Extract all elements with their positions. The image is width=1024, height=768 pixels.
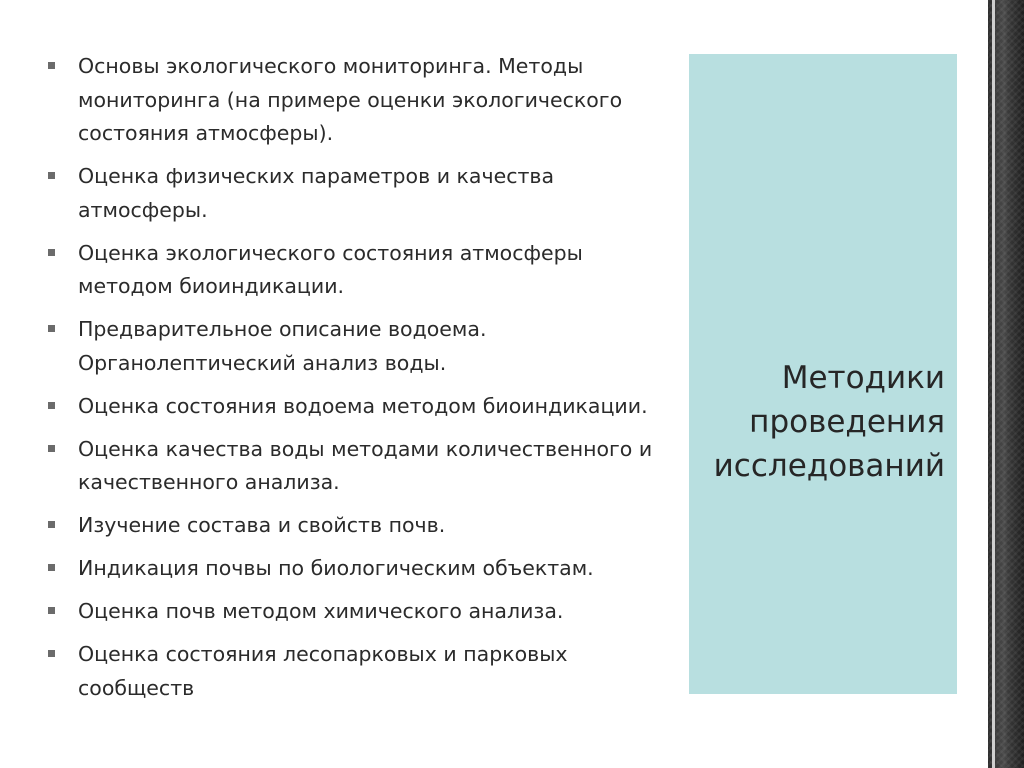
list-item-text: Индикация почвы по биологическим объектам. [78,556,594,580]
square-bullet-icon [48,402,55,409]
list-item [48,390,678,424]
list-item [48,237,678,304]
square-bullet-icon [48,445,55,452]
list-item-text: Основы экологического мониторинга. Методы мониторинга (на примере оценки экологического состояния атмосферы). [78,54,623,145]
list-item [48,313,678,380]
square-bullet-icon [48,62,55,69]
list-item-text: Оценка качества воды методами количественного и качественного анализа. [78,436,653,494]
square-bullet-icon [48,650,55,657]
slide-title: Методики проведения исследований [713,360,945,484]
square-bullet-icon [48,249,55,256]
list-item [48,595,678,629]
list-item-text: Оценка почв методом химического анализа. [78,599,564,623]
list-item [48,509,678,543]
topic-list [48,50,678,715]
list-item-text: Оценка состояния лесопарковых и парковых сообществ [78,642,568,700]
square-bullet-icon [48,607,55,614]
list-item [48,50,678,151]
list-item [48,552,678,586]
list-item [48,638,678,705]
list-item-text: Оценка физических параметров и качества атмосферы. [78,164,555,222]
list-item-text: Предварительное описание водоема. Органолептический анализ воды. [78,317,487,375]
list-item-text: Оценка экологического состояния атмосферы методом биоиндикации. [78,240,583,298]
decorative-side-strip [988,0,1024,768]
square-bullet-icon [48,172,55,179]
list-item [48,160,678,227]
square-bullet-icon [48,325,55,332]
list-item-text: Оценка состояния водоема методом биоиндикации. [78,393,648,418]
square-bullet-icon [48,521,55,528]
title-panel [689,54,957,694]
square-bullet-icon [48,564,55,571]
list-item [48,433,678,500]
list-item-text: Изучение состава и свойств почв. [78,513,446,537]
